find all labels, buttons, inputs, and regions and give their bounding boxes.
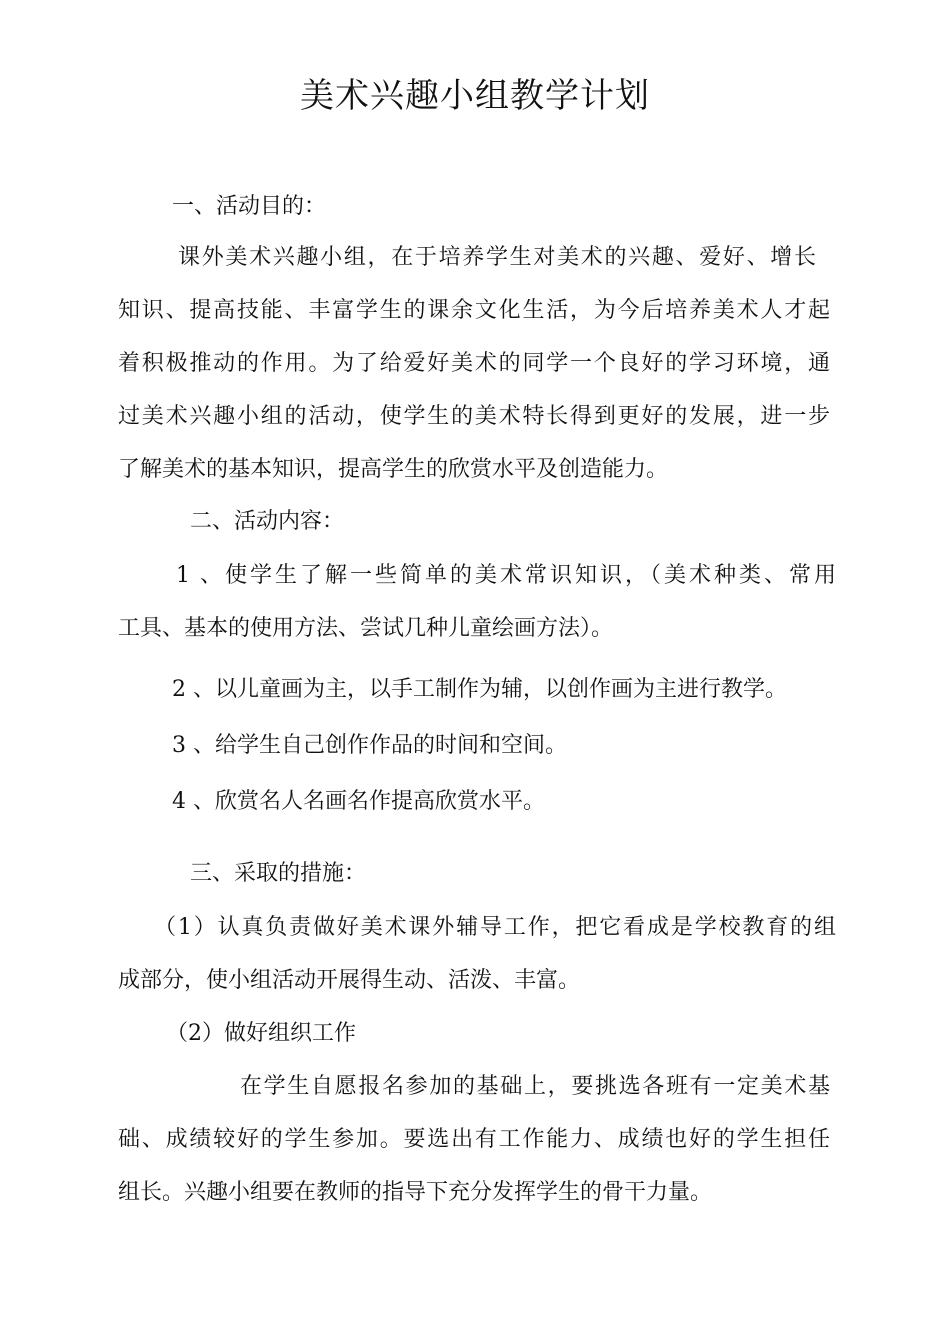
measure-item: （1）认真负责做好美术课外辅导工作，把它看成是学校教育的组 bbox=[154, 915, 836, 940]
paragraph-line: 了解美术的基本知识，提高学生的欣赏水平及创造能力。 bbox=[118, 457, 669, 482]
paragraph-line: 础、成绩较好的学生参加。要选出有工作能力、成绩也好的学生担任 bbox=[118, 1127, 830, 1152]
paragraph-line: 课外美术兴趣小组，在于培养学生对美术的兴趣、爱好、增长 bbox=[178, 245, 816, 270]
document-title: 美术兴趣小组教学计划 bbox=[300, 76, 650, 116]
paragraph-line: 在学生自愿报名参加的基础上，要挑选各班有一定美术基 bbox=[240, 1074, 830, 1099]
section-heading-measures: 三、采取的措施： bbox=[190, 861, 367, 886]
paragraph-line: 知识、提高技能、丰富学生的课余文化生活，为今后培养美术人才起 bbox=[118, 298, 830, 323]
measure-heading: （2）做好组织工作 bbox=[166, 1021, 356, 1046]
paragraph-line: 过美术兴趣小组的活动，使学生的美术特长得到更好的发展，进一步 bbox=[118, 404, 830, 429]
list-item: 1 、使学生了解一些简单的美术常识知识，（美术种类、常用 bbox=[176, 563, 836, 588]
list-item: 4 、欣赏名人名画名作提高欣赏水平。 bbox=[172, 789, 545, 814]
list-item-continuation: 工具、基本的使用方法、尝试几种儿童绘画方法）。 bbox=[118, 616, 614, 641]
list-item: 2 、以儿童画为主，以手工制作为辅，以创作画为主进行教学。 bbox=[172, 677, 787, 702]
list-item: 3 、给学生自己创作作品的时间和空间。 bbox=[172, 733, 567, 758]
paragraph-line: 组长。兴趣小组要在教师的指导下充分发挥学生的骨干力量。 bbox=[118, 1180, 713, 1205]
section-heading-purpose: 一、活动目的： bbox=[172, 194, 327, 219]
section-heading-content: 二、活动内容： bbox=[190, 509, 345, 534]
paragraph-line: 着积极推动的作用。为了给爱好美术的同学一个良好的学习环境，通 bbox=[118, 351, 830, 376]
measure-item-continuation: 成部分，使小组活动开展得生动、活泼、丰富。 bbox=[118, 968, 581, 993]
